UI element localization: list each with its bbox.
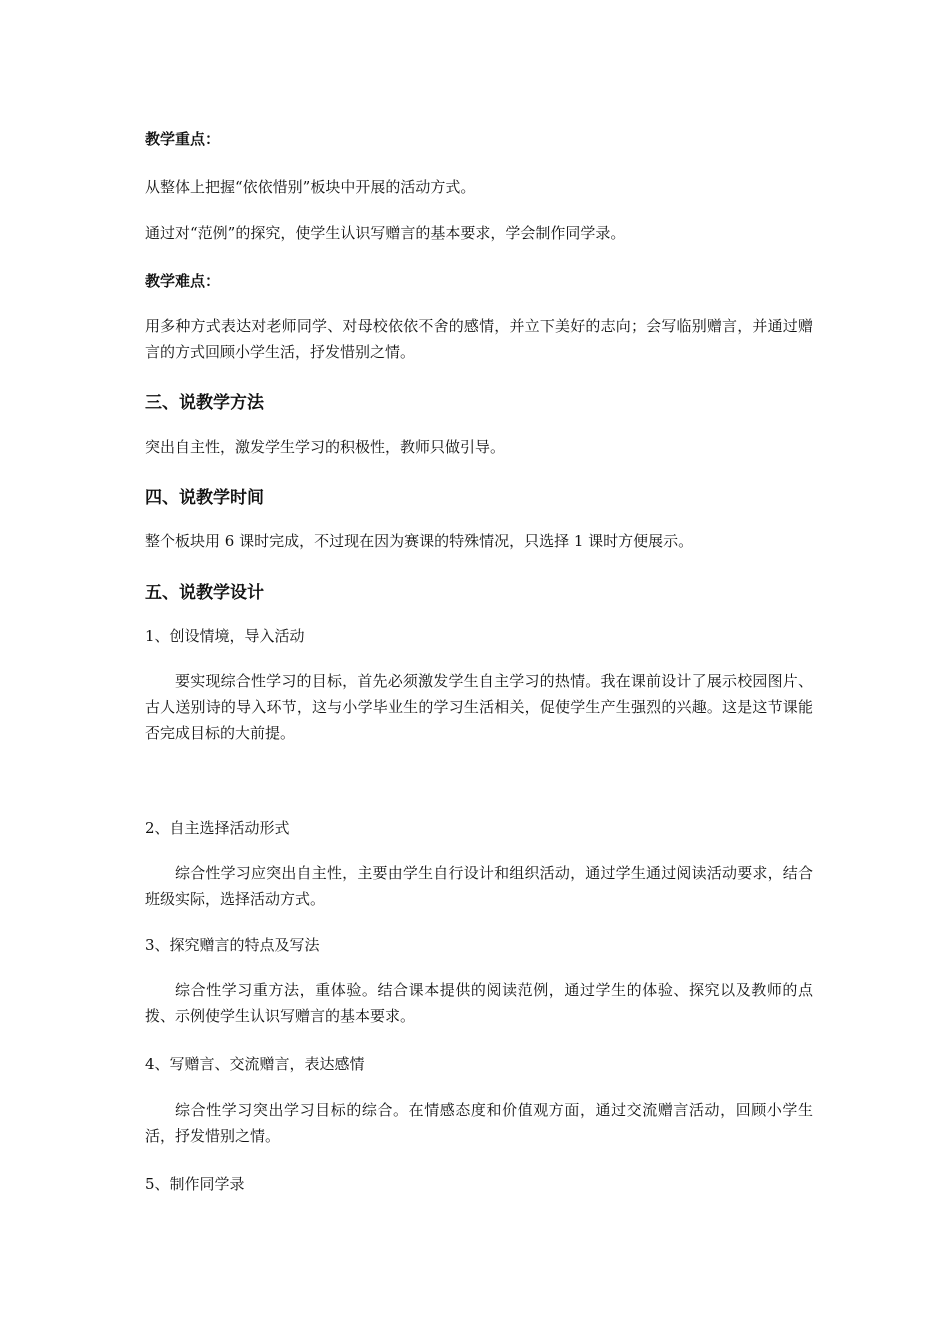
step-1-title: 1、创设情境，导入活动 <box>145 627 305 645</box>
step-4-text: 综合性学习突出学习目标的综合。在情感态度和价值观方面，通过交流赠言活动，回顾小学生活，抒发惜别之情。 <box>145 1101 813 1145</box>
difficult-points-text: 用多种方式表达对老师同学、对母校依依不舍的感情，并立下美好的志向；会写临别赠言，并通过赠言的方式回顾小学生活，抒发惜别之情。 <box>145 317 813 361</box>
step-1-text: 要实现综合性学习的目标，首先必须激发学生自主学习的热情。我在课前设计了展示校园图片、古人送别诗的导入环节，这与小学毕业生的学习生活相关，促使学生产生强烈的兴趣。这是这节课能否完成目标的大前提。 <box>145 672 813 742</box>
step-5-title: 5、制作同学录 <box>145 1175 245 1193</box>
step-2-title: 2、自主选择活动形式 <box>145 819 290 837</box>
key-points-label: 教学重点： <box>145 130 221 148</box>
key-point-1: 从整体上把握“依依惜别”板块中开展的活动方式。 <box>145 178 476 196</box>
step-2-text: 综合性学习应突出自主性，主要由学生自行设计和组织活动，通过学生通过阅读活动要求，结合班级实际，选择活动方式。 <box>145 864 813 908</box>
section4-text: 整个板块用 6 课时完成，不过现在因为赛课的特殊情况，只选择 1 课时方便展示。 <box>145 532 694 550</box>
section4-heading: 四、说教学时间 <box>145 488 264 508</box>
step-3-text: 综合性学习重方法，重体验。结合课本提供的阅读范例，通过学生的体验、探究以及教师的点拨、示例使学生认识写赠言的基本要求。 <box>145 981 813 1025</box>
step-4-title: 4、写赠言、交流赠言，表达感情 <box>145 1055 365 1073</box>
difficult-points-label: 教学难点： <box>145 272 221 290</box>
section3-heading: 三、说教学方法 <box>145 393 264 413</box>
step-3-title: 3、探究赠言的特点及写法 <box>145 936 320 954</box>
section3-text: 突出自主性，激发学生学习的积极性，教师只做引导。 <box>145 438 506 456</box>
key-point-2: 通过对“范例”的探究，使学生认识写赠言的基本要求，学会制作同学录。 <box>145 224 626 242</box>
section5-heading: 五、说教学设计 <box>145 583 264 603</box>
